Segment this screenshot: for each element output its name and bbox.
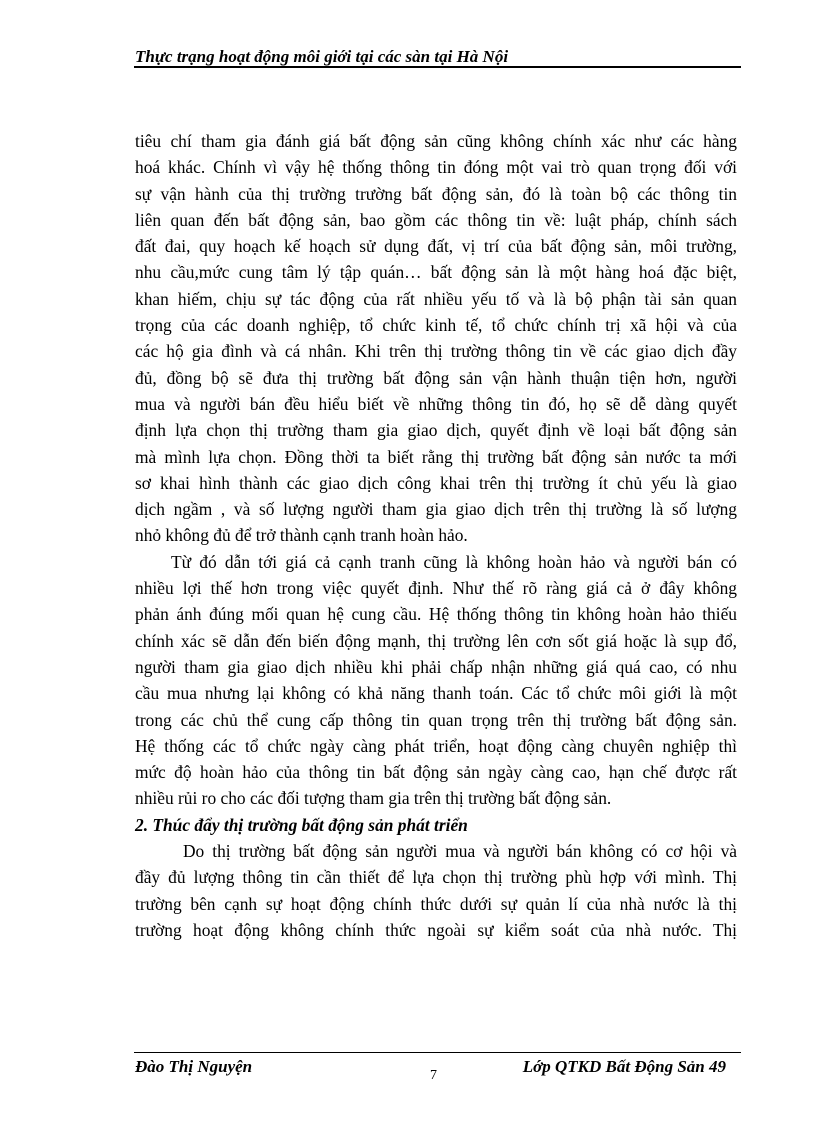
footer-author: Đào Thị Nguyện [135,1057,253,1076]
paragraph-1 [135,128,737,549]
text-line: nhiều rủi ro cho các đối tượng tham gia trên thị trường bất động sản. [135,788,612,809]
text-line: nhỏ không đủ để trở thành cạnh tranh hoàn hảo. [135,525,468,546]
text-line: Hệ thống các tổ chức ngày càng phát triển, hoạt động càng chuyên nghiệp thì [135,735,737,756]
text-line: đất đai, quy hoạch kế hoạch sử dụng đất, vị trí của bất động sản, môi trường, [135,236,737,257]
text-line: tiêu chí tham gia đánh giá bất động sản cũng không chính xác như các hàng [135,131,737,151]
text-line: sự vận hành của thị trường trường bất động sản, đó là toàn bộ các thông tin [135,183,737,204]
text-line: trọng của các doanh nghiệp, tổ chức kinh tế, tổ chức chính trị xã hội và của [135,315,737,336]
section-heading: 2. Thúc đẩy thị trường bất động sản phát triển [135,814,468,835]
header-divider [134,66,741,68]
paragraph-2 [135,549,737,812]
text-line: trong các chủ thể cung cấp thông tin quan trọng trên thị trường bất động sản. [135,709,737,730]
footer-divider [134,1052,741,1053]
text-line: khan hiếm, chịu sự tác động của rất nhiều yếu tố và là bộ phận tài sản quan [135,288,737,309]
text-line: mua và người bán đều hiểu biết về những thông tin đó, họ sẽ dễ dàng quyết [135,393,737,414]
text-line: định lựa chọn thị trường tham gia giao dịch, quyết định về loại bất động sản [135,420,737,441]
text-line: cầu mua nhưng lại không có khả năng thanh toán. Các tổ chức môi giới là một [135,683,737,704]
text-line: các hộ gia đình và cá nhân. Khi trên thị trường thông tin về các giao dịch đầy [135,341,737,362]
text-line: phản ánh đúng mối quan hệ cung cầu. Hệ thống thông tin không hoàn hảo thiếu [135,604,737,625]
text-line: liên quan đến bất động sản, bao gồm các thông tin về: luật pháp, chính sách [135,209,737,230]
text-line: mà mình lựa chọn. Đồng thời ta biết rằng thị trường bất động sản nước ta mới [135,446,737,467]
paragraph-3 [135,838,737,943]
text-line: mức độ hoàn hảo của thông tin bất động sản ngày càng cao, hạn chế được rất [135,762,737,783]
text-line: Từ đó dẫn tới giá cả cạnh tranh cũng là không hoàn hảo và người bán có [171,551,737,572]
text-line: hoá khác. Chính vì vậy hệ thống thông tin đóng một vai trò quan trọng đối với [135,157,737,178]
text-line: sơ khai hình thành các giao dịch công khai trên thị trường ít chủ yếu là giao [135,472,737,493]
text-line: Do thị trường bất động sản người mua và người bán không có cơ hội và [183,841,737,862]
text-line: chính xác sẽ dẫn đến biến động mạnh, thị trường lên cơn sốt giá hoặc là sụp đổ, [135,630,737,651]
text-line: đủ, đồng bộ sẽ đưa thị trường bất động sản vận hành thuận tiện hơn, người [135,367,737,388]
text-line: người tham gia giao dịch nhiều khi phải chấp nhận những giá quá cao, có nhu [135,656,737,677]
running-header-title: Thực trạng hoạt động môi giới tại các sàn tại Hà Nội [135,47,509,66]
text-line: trường hoạt động không chính thức ngoài sự kiểm soát của nhà nước. Thị [135,919,737,940]
page-number: 7 [430,1068,437,1083]
text-line: trường bên cạnh sự hoạt động chính thức dưới sự quản lí của nhà nước là thị [135,893,737,914]
text-line: nhu cầu,mức cung tâm lý tập quán… bất động sản là một hàng hoá đặc biệt, [135,262,737,283]
text-line: dịch ngầm , và số lượng người tham gia giao dịch trên thị trường là số lượng [135,499,737,520]
footer-class-label: Lớp QTKD Bất Động Sản 49 [522,1057,726,1076]
text-line: đầy đủ lượng thông tin cần thiết để lựa chọn thị trường phù hợp với mình. Thị [135,867,737,888]
body-text [135,128,737,943]
text-line: nhiều lợi thế hơn trong việc quyết định. Như thế rõ ràng giá cả ở đây không [135,578,737,599]
